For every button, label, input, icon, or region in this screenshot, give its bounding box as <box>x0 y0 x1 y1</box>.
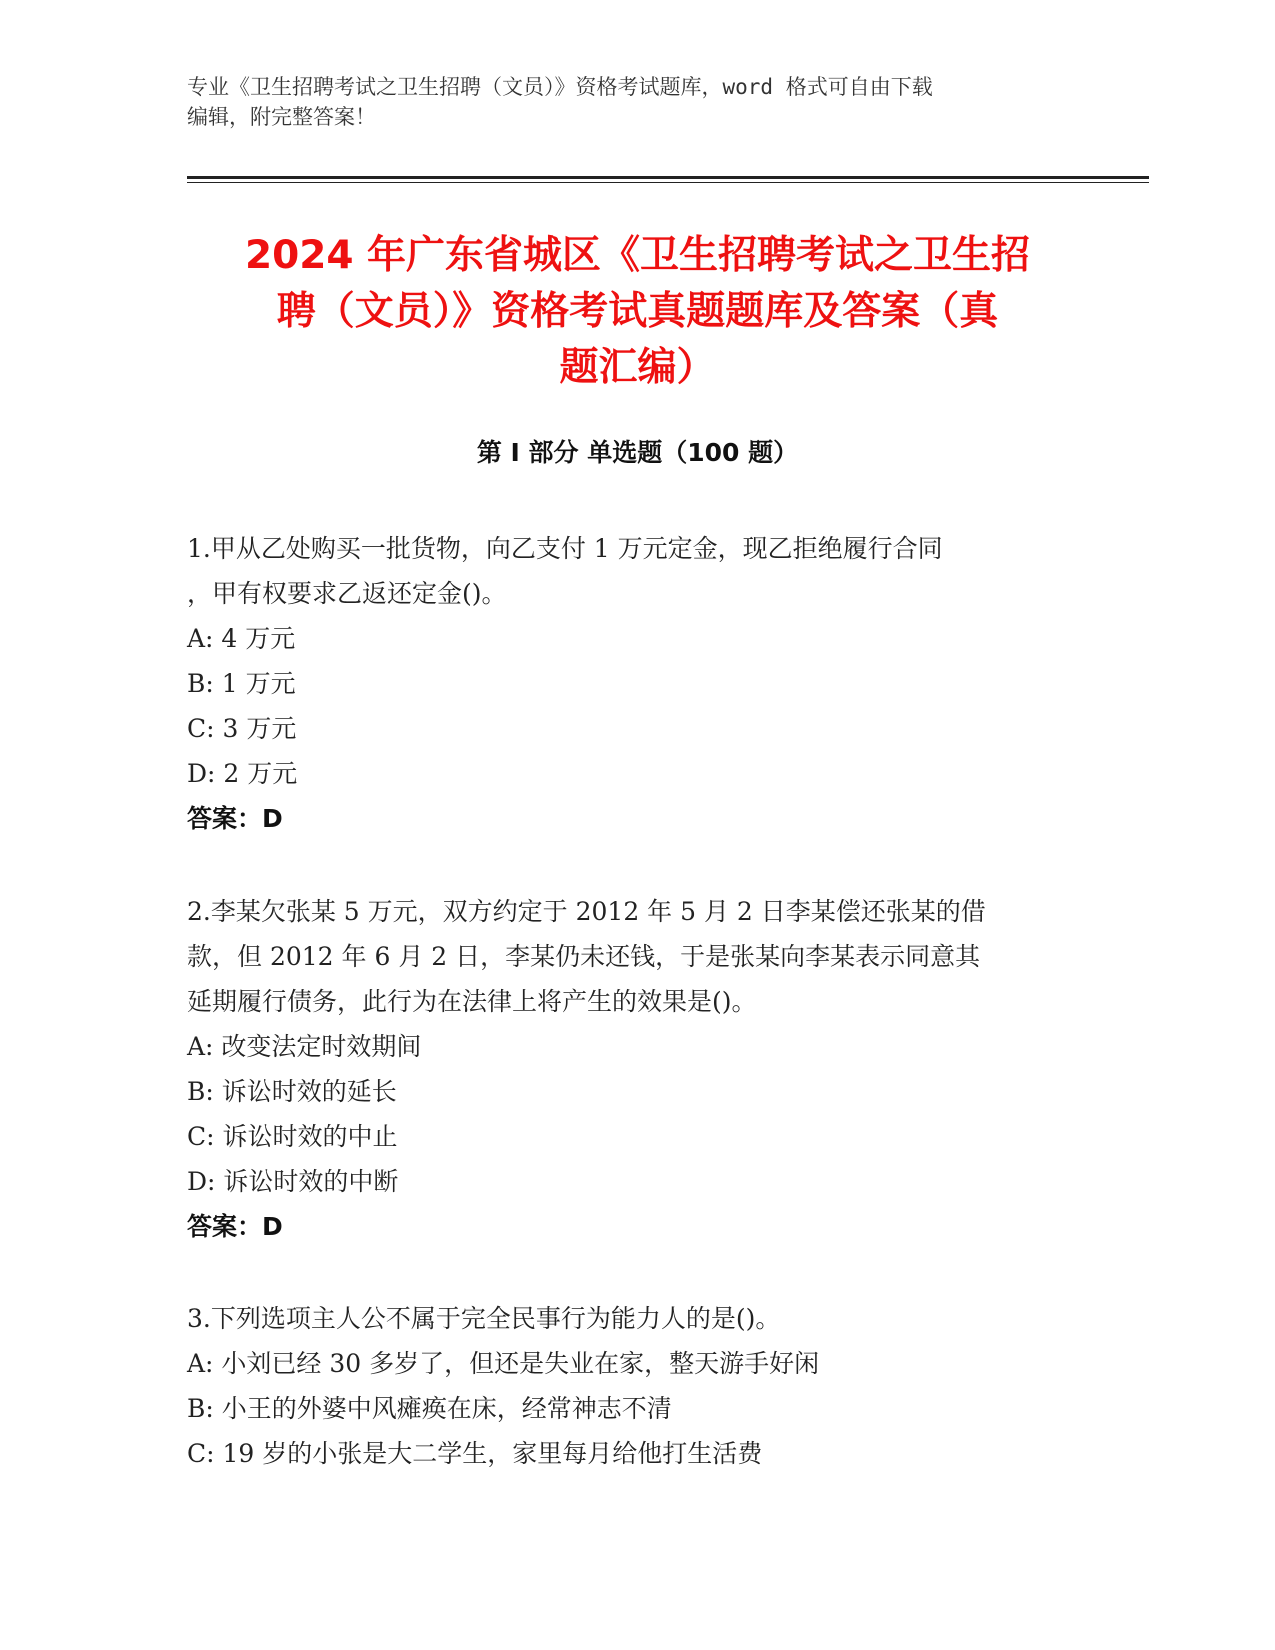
option-a: A: 改变法定时效期间 <box>187 1032 422 1061</box>
header-note <box>187 72 1067 132</box>
question-stem-line: 1.甲从乙处购买一批货物，向乙支付 1 万元定金，现乙拒绝履行合同 <box>187 534 943 563</box>
option-c: C: 3 万元 <box>187 714 297 743</box>
question-1 <box>187 526 1087 841</box>
header-divider-thin <box>187 182 1149 183</box>
question-stem-line: 3.下列选项主人公不属于完全民事行为能力人的是()。 <box>187 1304 781 1333</box>
header-note-line-1: 专业《卫生招聘考试之卫生招聘（文员）》资格考试题库，word 格式可自由下载 <box>187 75 933 99</box>
answer-label: 答案：D <box>187 1212 283 1241</box>
option-a: A: 小刘已经 30 多岁了，但还是失业在家，整天游手好闲 <box>187 1349 820 1378</box>
option-b: B: 小王的外婆中风瘫痪在床，经常神志不清 <box>187 1394 672 1423</box>
question-stem-line: 延期履行债务，此行为在法律上将产生的效果是()。 <box>187 987 757 1016</box>
option-c: C: 19 岁的小张是大二学生，家里每月给他打生活费 <box>187 1439 763 1468</box>
document-title-line-3: 题汇编） <box>559 345 716 390</box>
question-stem-line: 2.李某欠张某 5 万元，双方约定于 2012 年 5 月 2 日李某偿还张某的借 <box>187 897 986 926</box>
option-d: D: 2 万元 <box>187 759 298 788</box>
option-b: B: 1 万元 <box>187 669 296 698</box>
option-a: A: 4 万元 <box>187 624 296 653</box>
option-b: B: 诉讼时效的延长 <box>187 1077 397 1106</box>
question-3 <box>187 1296 1087 1476</box>
document-title-line-2: 聘（文员）》资格考试真题题库及答案（真 <box>276 289 999 334</box>
header-divider-thick <box>187 176 1149 179</box>
document-title <box>150 228 1125 396</box>
document-title-line-1: 2024 年广东省城区《卫生招聘考试之卫生招 <box>244 233 1031 278</box>
question-stem-line: ，甲有权要求乙返还定金()。 <box>187 579 507 608</box>
question-stem-line: 款，但 2012 年 6 月 2 日，李某仍未还钱，于是张某向李某表示同意其 <box>187 942 981 971</box>
option-c: C: 诉讼时效的中止 <box>187 1122 398 1151</box>
option-d: D: 诉讼时效的中断 <box>187 1167 399 1196</box>
answer-label: 答案：D <box>187 804 283 833</box>
header-note-line-2: 编辑，附完整答案！ <box>187 105 376 129</box>
section-heading: 第 I 部分 单选题（100 题） <box>476 438 799 467</box>
question-2 <box>187 889 1087 1249</box>
